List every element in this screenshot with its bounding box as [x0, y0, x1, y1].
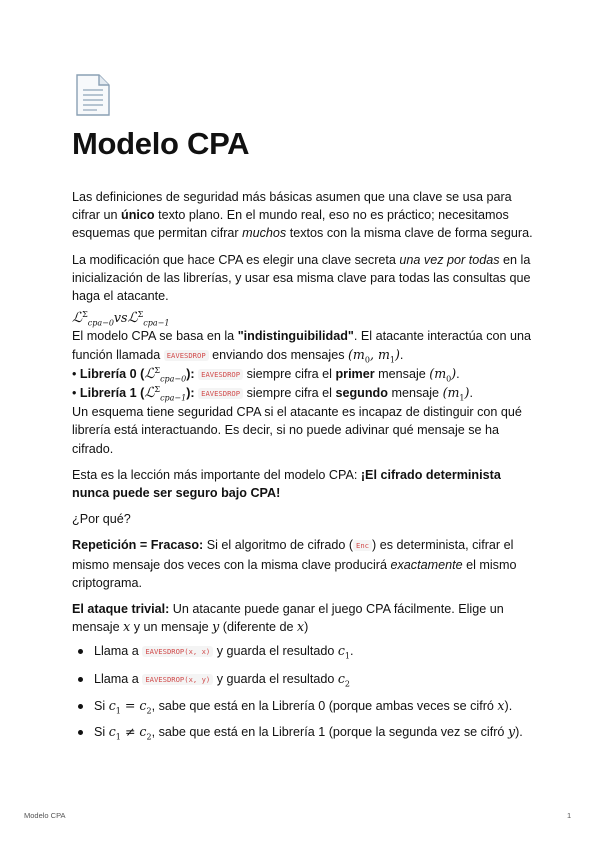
formula-libraries: ℒ$^\Sigma_{cpa-0}$vsℒ$^\Sigma_{cpa-1}$ — [72, 310, 170, 328]
document-body — [72, 188, 534, 749]
paragraph-indistinguishability: El modelo CPA se basa en la "indistinguibilidad". El atacante interactúa con una función llamada EAVESDROP enviando dos mensajes ($m_0$, $m_1$). — [72, 329, 532, 365]
list-item: Si $c_1 \ne c_2$, sabe que está en la Librería 1 (porque la segunda vez se cifró y). — [72, 723, 534, 741]
footer-title: Modelo CPA — [24, 811, 66, 820]
code-eavesdrop: EAVESDROP — [198, 369, 243, 380]
list-item: Si $c_1 = c_2$, sabe que está en la Librería 0 (porque ambas veces se cifró x). — [72, 697, 534, 715]
document-icon — [75, 74, 111, 116]
paragraph-trivial-attack: El ataque trivial: Un atacante puede ganar el juego CPA fácilmente. Elige un mensaje x y un mensaje y (diferente de x) — [72, 602, 504, 635]
library-1-line: • Librería 1 (ℒ$^\Sigma_{cpa-1}$): EAVESDROP siempre cifra el segundo mensaje $(m_1)$. — [72, 384, 473, 403]
paragraph-why: ¿Por qué? — [72, 512, 131, 527]
code-eavesdrop: EAVESDROP — [198, 388, 243, 399]
bullet-icon — [78, 704, 83, 709]
paragraph-cpa-modification: La modificación que hace CPA es elegir una clave secreta una vez por todas en la inicialización de las librerías, y usar esa misma clave para todas las consultas que haga el atacante. — [72, 252, 531, 304]
code-enc: Enc — [353, 540, 372, 551]
list-item: Llama a EAVESDROP(x, y) y guarda el resultado $c_2$ — [72, 670, 534, 689]
paragraph-repetition: Repetición = Fracaso: Si el algoritmo de cifrado ( Enc ) es determinista, cifrar el mismo mensaje dos veces con la misma clave producirá exactamente el mismo criptograma. — [72, 538, 517, 590]
paragraph-intro: Las definiciones de seguridad más básicas asumen que una clave se usa para cifrar un único texto plano. En el mundo real, eso no es práctico; necesitamos esquemas que permitan cifrar muchos textos con la misma clave de forma segura. — [72, 190, 533, 241]
code-eavesdrop-xx: EAVESDROP(x, x) — [142, 646, 213, 657]
code-eavesdrop: EAVESDROP — [164, 350, 209, 361]
library-0-line: • Librería 0 (ℒ$^\Sigma_{cpa-0}$): EAVESDROP siempre cifra el primer mensaje $(m_0)$. — [72, 365, 460, 384]
list-item: Llama a EAVESDROP(x, x) y guarda el resultado $c_1$. — [72, 642, 534, 661]
code-eavesdrop-xy: EAVESDROP(x, y) — [142, 674, 213, 685]
page-title: Modelo CPA — [72, 126, 250, 161]
bullet-icon — [78, 730, 83, 735]
paragraph-key-lesson: Esta es la lección más importante del modelo CPA: ¡El cifrado determinista nunca puede ser seguro bajo CPA! — [72, 467, 501, 501]
bullet-icon — [78, 677, 83, 682]
attack-steps-list — [72, 642, 534, 741]
bullet-icon — [78, 649, 83, 654]
page-number: 1 — [567, 811, 572, 820]
paragraph-cpa-security: Un esquema tiene seguridad CPA si el atacante es incapaz de distinguir con qué librería está interactuando. Es decir, si no puede adivinar qué mensaje se ha cifrado. — [72, 405, 522, 456]
